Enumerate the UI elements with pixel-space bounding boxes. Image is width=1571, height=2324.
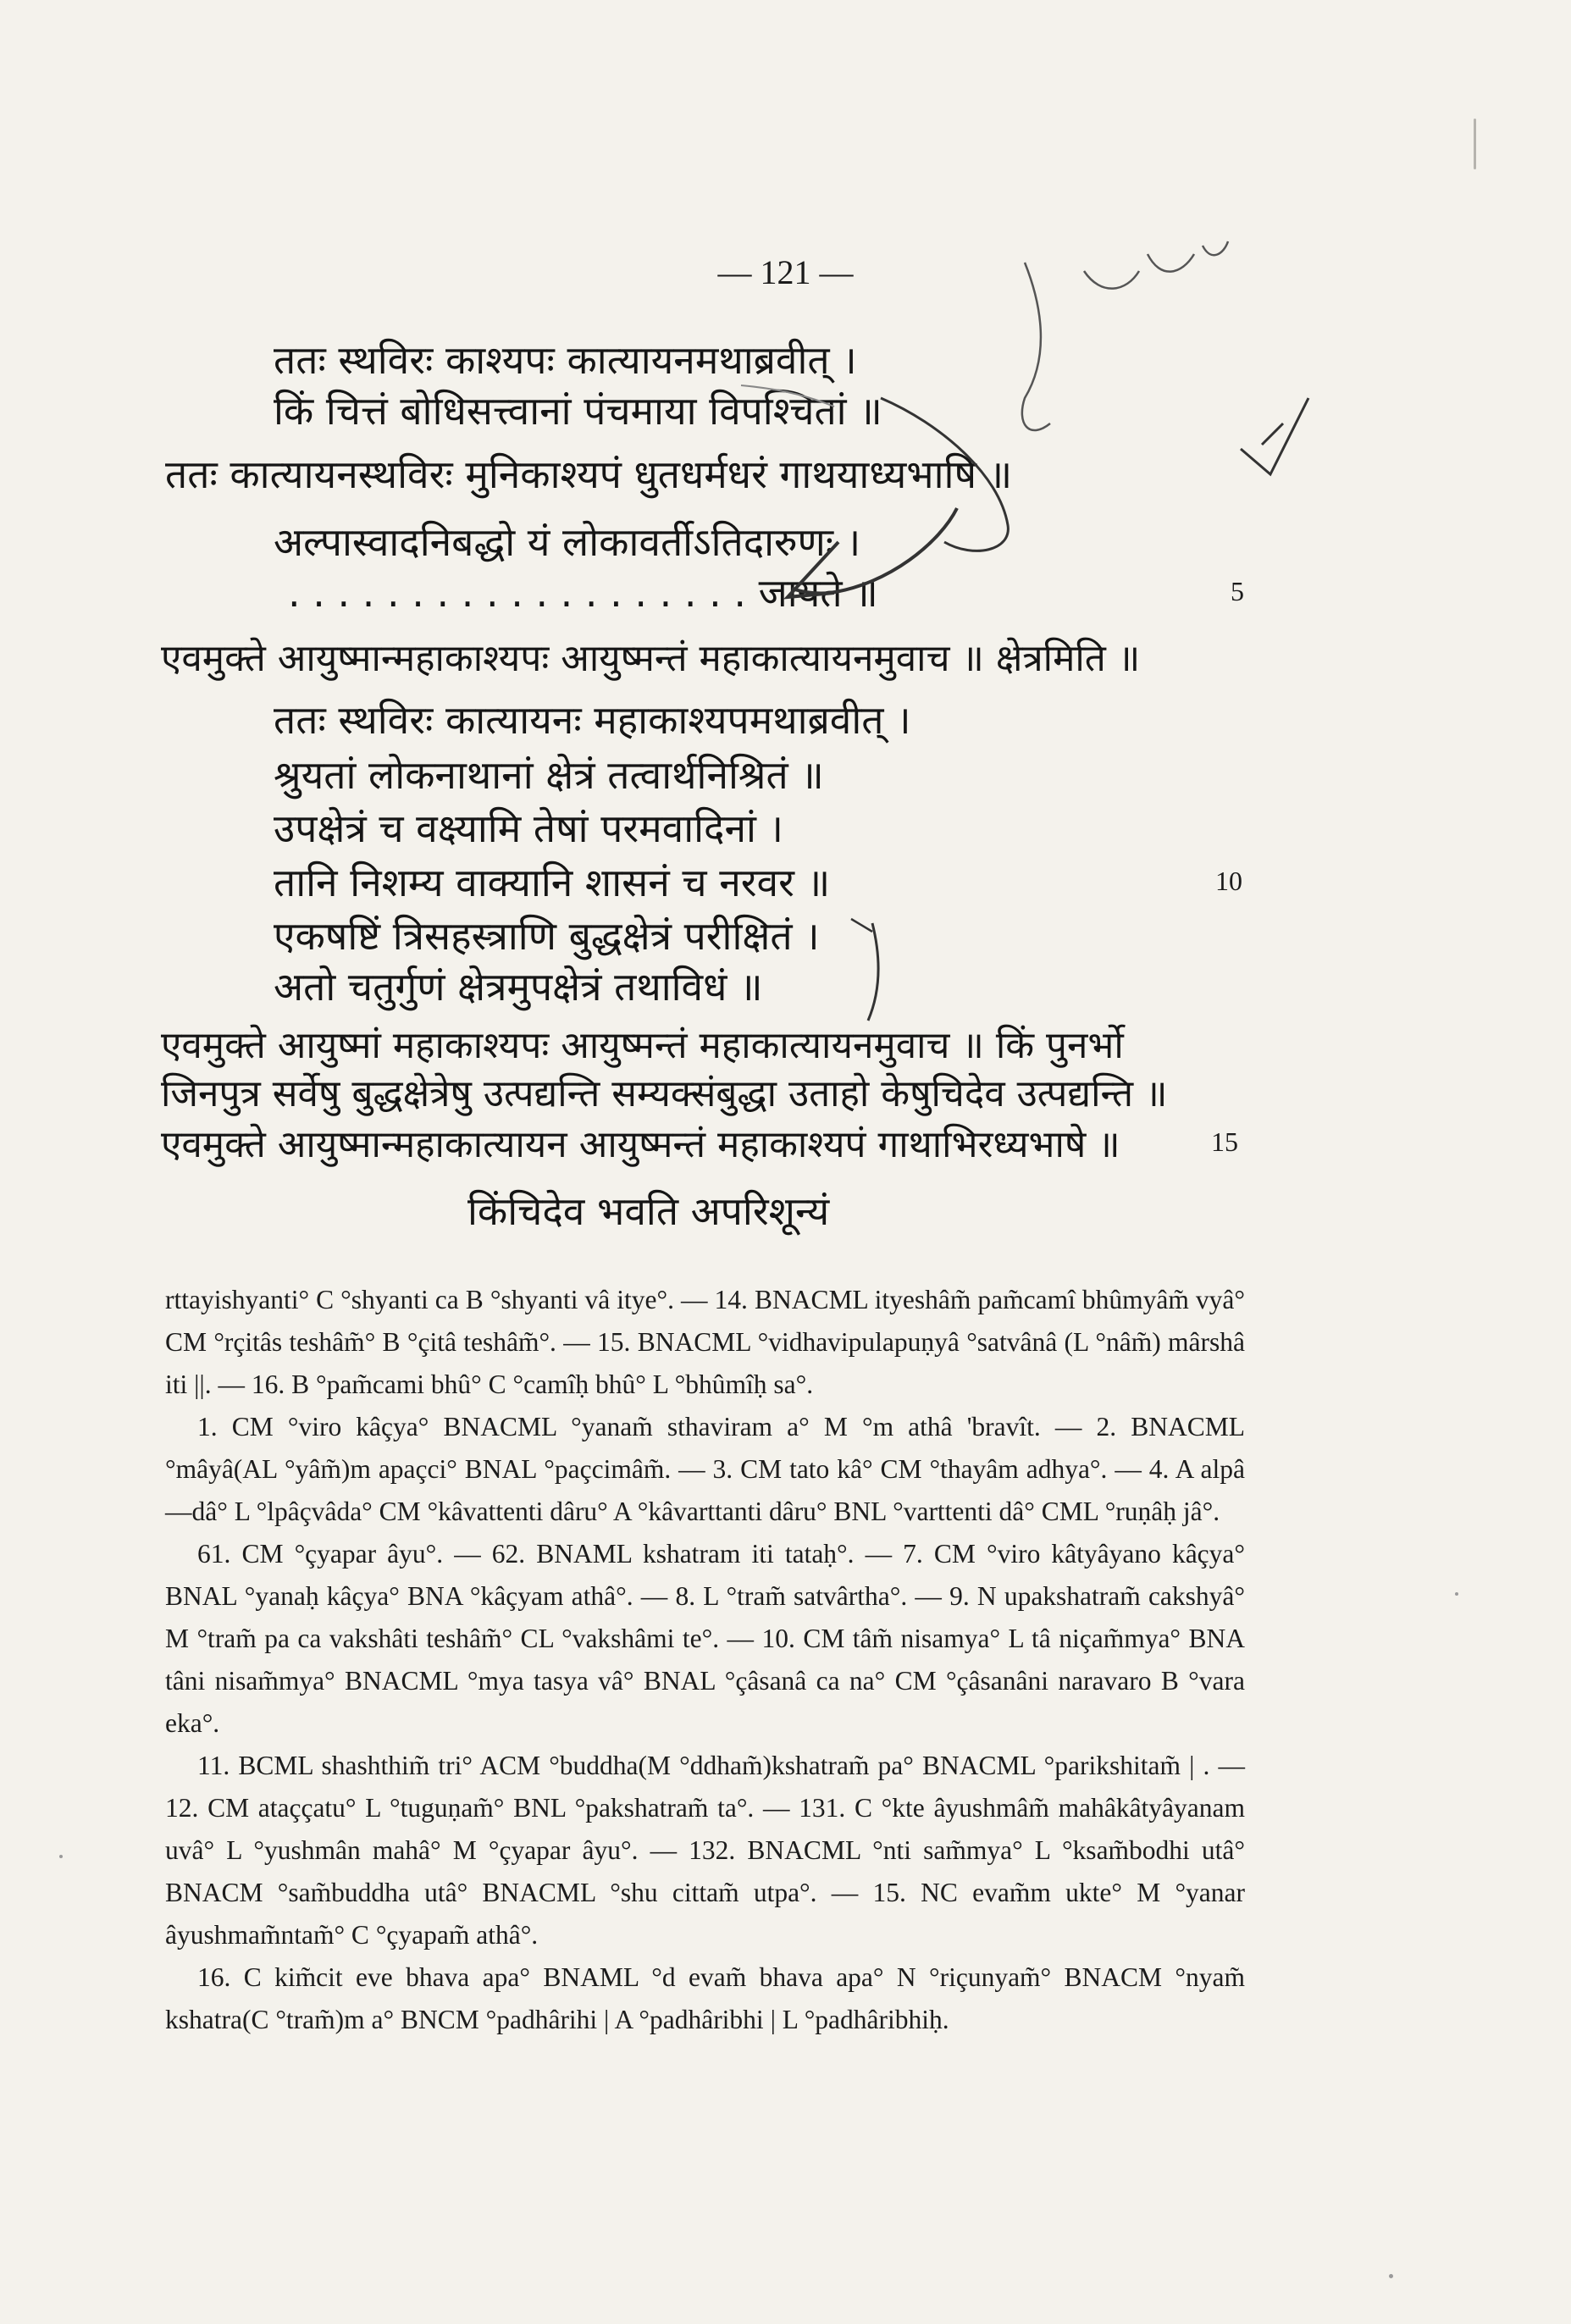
line-number-10: 10	[1215, 866, 1242, 896]
prose-line-6: एवमुक्ते आयुष्मान्महाकाश्यपः आयुष्मन्तं महाकात्यायनमुवाच ॥ क्षेत्रमिति ॥	[161, 637, 1141, 680]
note-paragraph: 61. CM °çyapar âyu°. — 62. BNAML kshatram iti tataḥ°. — 7. CM °viro kâtyâyano kâçya° BNAL °yanaḥ kâçya° BNA °kâçyam athâ°. — 8. L °tram̃ satvârtha°. — 9. N upakshatram̃ cakshyâ° M °tram̃ pa ca vakshâti teshâm̃° CL °vakshâmi te°. — 10. CM tâm̃ nisamya° L tâ niçam̃mya° BNA tâni nisam̃mya° BNACML °mya tasya vâ° BNAL °çâsanâ ca na° CM °çâsanâni naravaro B °vara eka°.	[165, 1539, 1245, 1738]
critical-apparatus	[165, 1279, 1245, 2041]
line-number-15: 15	[1211, 1126, 1238, 1157]
paper-speck	[1389, 2274, 1393, 2278]
note-paragraph: 16. C kim̃cit eve bhava apa° BNAML °d evam̃ bhava apa° N °riçunyam̃° BNACM °nyam̃ kshatra(C °tram̃)m a° BNCM °padhârihi | A °padhâribhi | L °padhâribhiḥ.	[165, 1962, 1245, 2034]
verse-line-16: किंचिदेव भवति अपरिशून्यं	[467, 1188, 830, 1234]
verse-line-1: ततः स्थविरः काश्यपः कात्यायनमथाब्रवीत् ।	[274, 337, 857, 383]
note-paragraph: 11. BCML shashthim̃ tri° ACM °buddha(M °ddham̃)kshatram̃ pa° BNACML °parikshitam̃ | . — 12. CM ataççatu° L °tuguṇam̃° BNL °pakshatram̃ ta°. — 131. C °kte âyushmâm̃ mahâkâtyâyanam uvâ° L °yushmân mahâ° M °çyapar âyu°. — 132. BNACML °nti sam̃mya° L °ksam̃bodhi utâ° BNACM °sam̃buddha utâ° BNACML °shu cittam̃ utpa°. — 15. NC evam̃m ukte° M °yanar âyushmam̃ntam̃° C °çyapam̃ athâ°.	[165, 1751, 1245, 1950]
paper-speck	[1455, 1592, 1458, 1596]
verse-line-2: किं चित्तं बोधिसत्त्वानां पंचमाया विपश्चितां ॥	[274, 388, 882, 434]
verse-line-4: अल्पास्वादनिबद्धो यं लोकावर्तीऽतिदारुणः ।	[274, 519, 861, 565]
verse-line-10: तानि निशम्य वाक्यानि शासनं च नरवर ॥	[274, 860, 831, 905]
verse-line-11: एकषष्टिं त्रिसहस्त्राणि बुद्धक्षेत्रं परीक्षितं ।	[274, 913, 820, 959]
prose-line-15: एवमुक्ते आयुष्मान्महाकात्यायन आयुष्मन्तं महाकाश्यपं गाथाभिरध्यभाषे ॥	[161, 1123, 1120, 1166]
prose-line-13: एवमुक्ते आयुष्मां महाकाश्यपः आयुष्मन्तं महाकात्यायनमुवाच ॥ किं पुनर्भो	[161, 1024, 1124, 1067]
paper-speck	[1474, 119, 1476, 169]
prose-line-3: ततः कात्यायनस्थविरः मुनिकाश्यपं धुतधर्मधरं गाथयाध्यभाषि ॥	[165, 451, 1013, 497]
line-number-5: 5	[1231, 576, 1244, 606]
paper-speck	[59, 1855, 63, 1858]
prose-line-14: जिनपुत्र सर्वेषु बुद्धक्षेत्रेषु उत्पद्यन्ति सम्यक्संबुद्धा उताहो केषुचिदेव उत्पद्यन्ति ॥	[161, 1072, 1168, 1115]
verse-line-9: उपक्षेत्रं च वक्ष्यामि तेषां परमवादिनां ।	[274, 805, 783, 851]
verse-line-5: . . . . . . . . . . . . . . . . . . . जायते ॥	[288, 570, 878, 616]
verse-line-7: ततः स्थविरः कात्यायनः महाकाश्यपमथाब्रवीत् ।	[274, 697, 911, 743]
verse-line-12: अतो चतुर्गुणं क्षेत्रमुपक्षेत्रं तथाविधं ॥	[274, 964, 763, 1010]
note-paragraph: 1. CM °viro kâçya° BNACML °yanam̃ sthaviram a° M °m athâ 'bravît. — 2. BNACML °mâyâ(AL °yâm̃)m apaçci° BNAL °paçcimâm̃. — 3. CM tato kâ° CM °thayâm adhya°. — 4. A alpâ—dâ° L °lpâçvâda° CM °kâvattenti dâru° A °kâvarttanti dâru° BNL °varttenti dâ° CML °ruṇâḥ jâ°.	[165, 1412, 1245, 1526]
verse-line-8: श्रुयतां लोकनाथानां क्षेत्रं तत्वार्थनिश्रितं ॥	[274, 752, 824, 798]
note-paragraph: rttayishyanti° C °shyanti ca B °shyanti vâ itye°. — 14. BNACML ityeshâm̃ pam̃camî bhûmyâm̃ vyâ° CM °rçitâs teshâm̃° B °çitâ teshâm̃°. — 15. BNACML °vidhavipulapuṇyâ °satvânâ (L °nâm̃) mârshâ iti ||. — 16. B °pam̃cami bhû° C °camîḥ bhû° L °bhûmîḥ sa°.	[165, 1285, 1245, 1399]
page-number: — 121 —	[717, 253, 854, 291]
